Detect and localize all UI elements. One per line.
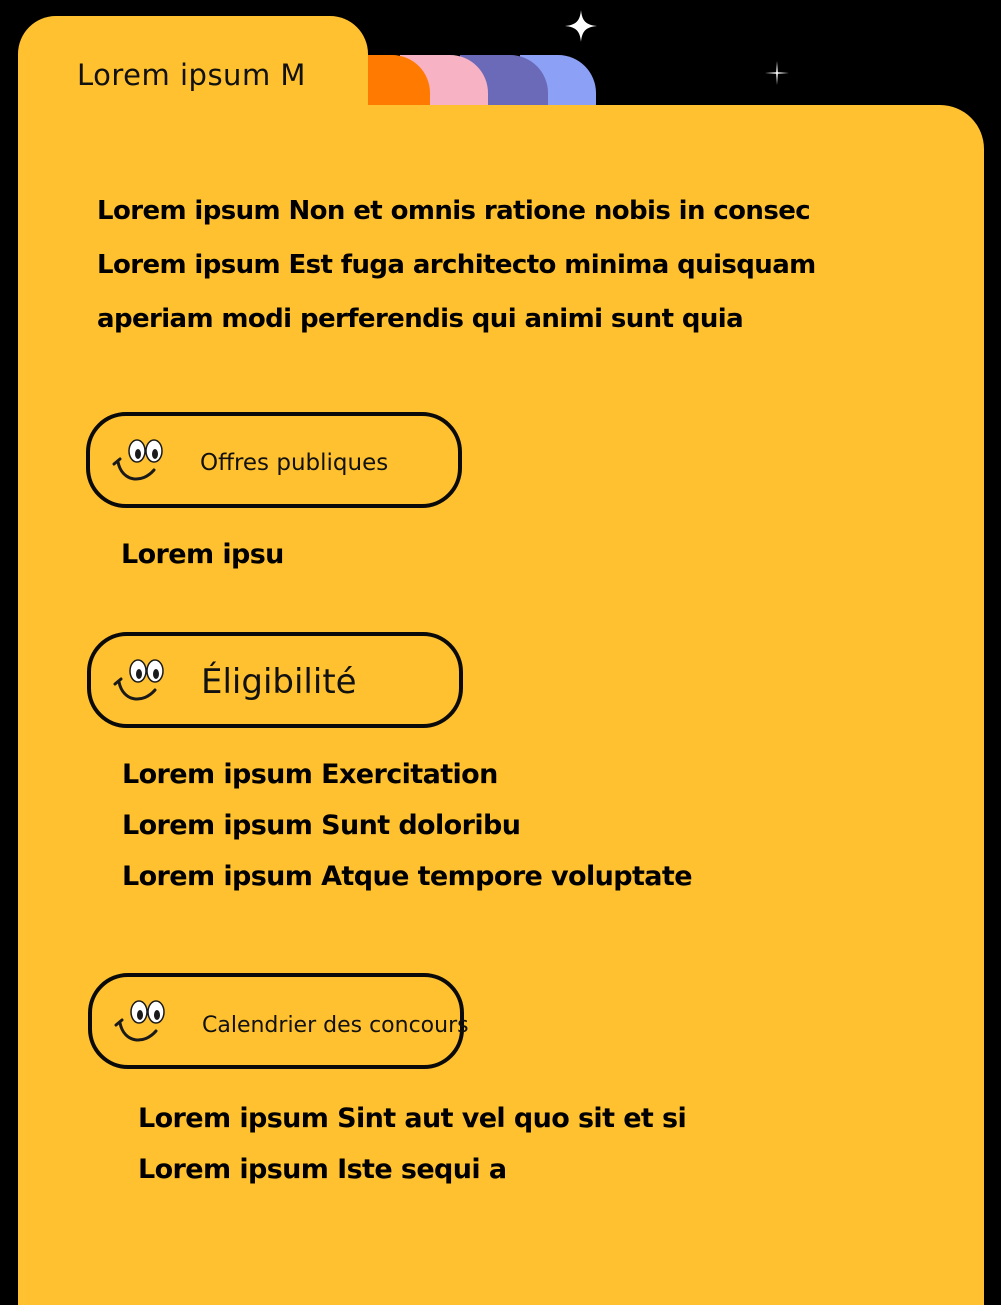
intro-text — [97, 184, 917, 346]
sparkle-small-icon — [765, 61, 789, 85]
section-pill-calendrier[interactable] — [88, 973, 469, 1069]
section-line: Lorem ipsum Sunt doloribu — [122, 810, 521, 841]
section-text-offres — [121, 529, 284, 580]
section-line: Lorem ipsum Atque tempore voluptate — [122, 861, 692, 892]
section-pill-eligibilite[interactable] — [87, 632, 463, 728]
intro-line: aperiam modi perferendis qui animi sunt quia — [97, 304, 744, 334]
section-pill-offres[interactable] — [86, 412, 462, 508]
smiley-face-icon — [111, 650, 175, 714]
section-text-eligibilite — [122, 749, 692, 902]
intro-line: Lorem ipsum Non et omnis ratione nobis in consec — [97, 196, 811, 226]
sparkle-large-icon — [565, 10, 597, 42]
intro-line: Lorem ipsum Est fuga architecto minima quisquam — [97, 250, 816, 280]
smiley-face-icon — [110, 430, 174, 494]
tab-title: Lorem ipsum M — [77, 58, 306, 92]
pill-label: Offres publiques — [200, 450, 389, 476]
section-line: Lorem ipsum Iste sequi a — [138, 1154, 507, 1185]
section-text-calendrier — [138, 1093, 686, 1195]
pill-label: Calendrier des concours — [202, 1013, 469, 1038]
smiley-face-icon — [112, 991, 176, 1055]
pill-label: Éligibilité — [201, 662, 357, 702]
section-line: Lorem ipsum Sint aut vel quo sit et si — [138, 1103, 687, 1134]
section-line: Lorem ipsum Exercitation — [122, 759, 498, 790]
section-line: Lorem ipsu — [121, 539, 284, 570]
